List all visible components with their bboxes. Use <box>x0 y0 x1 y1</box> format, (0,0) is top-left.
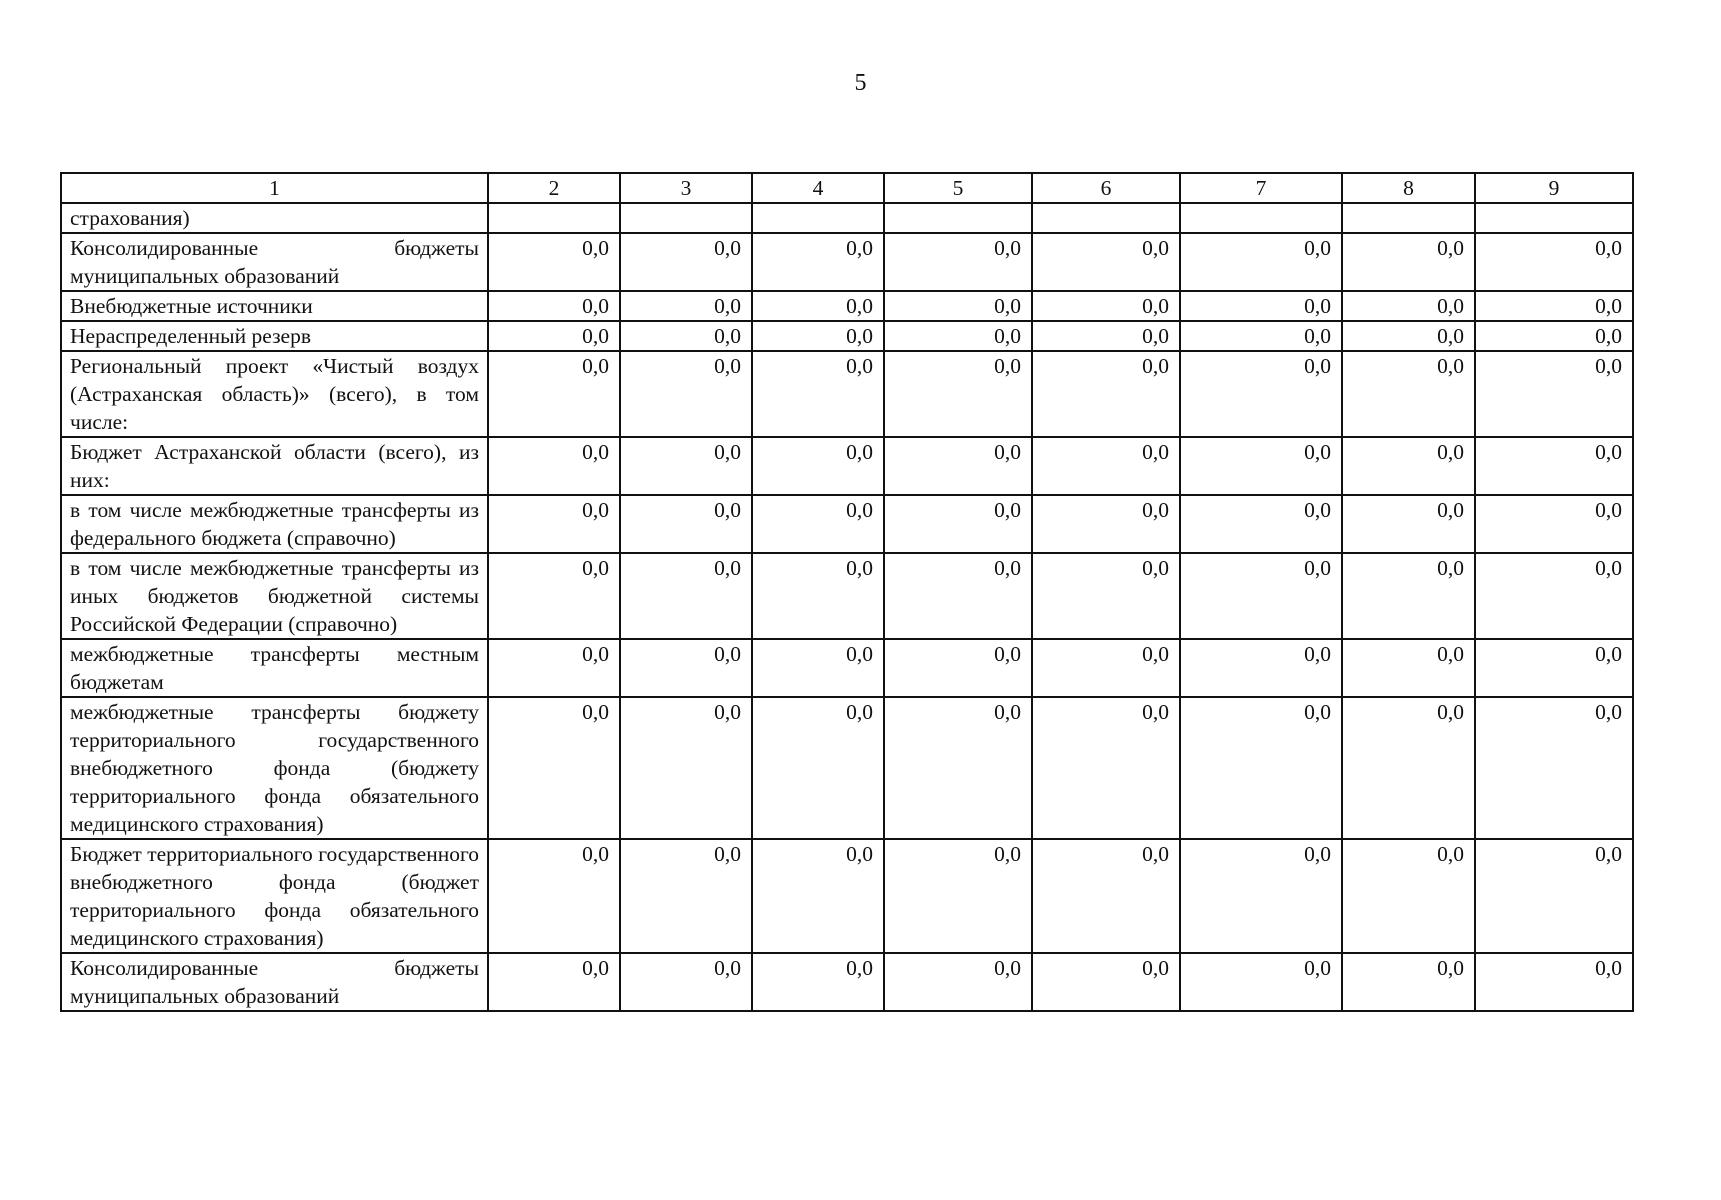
value-cell: 0,0 <box>752 839 884 953</box>
value-cell: 0,0 <box>1032 697 1180 839</box>
value-cell: 0,0 <box>488 495 620 553</box>
value-cell: 0,0 <box>1032 639 1180 697</box>
value-cell: 0,0 <box>620 553 752 639</box>
value-cell: 0,0 <box>752 437 884 495</box>
table-row <box>61 839 1633 953</box>
table-row <box>61 553 1633 639</box>
value-cell: 0,0 <box>1475 839 1633 953</box>
value-cell: 0,0 <box>752 291 884 321</box>
value-cell: 0,0 <box>488 291 620 321</box>
value-cell: 0,0 <box>1180 953 1342 1011</box>
row-label: Нераспределенный резерв <box>61 321 488 351</box>
value-cell: 0,0 <box>1475 233 1633 291</box>
value-cell <box>884 203 1032 233</box>
value-cell: 0,0 <box>752 697 884 839</box>
value-cell: 0,0 <box>1342 553 1475 639</box>
value-cell: 0,0 <box>1180 553 1342 639</box>
value-cell: 0,0 <box>488 321 620 351</box>
value-cell: 0,0 <box>752 953 884 1011</box>
value-cell: 0,0 <box>620 639 752 697</box>
value-cell: 0,0 <box>1032 291 1180 321</box>
value-cell: 0,0 <box>620 351 752 437</box>
value-cell: 0,0 <box>1475 437 1633 495</box>
value-cell: 0,0 <box>1342 351 1475 437</box>
row-label: Бюджет территориального государственного внебюджетного фонда (бюджет территориального фонда обязательного медицинского страхования) <box>61 839 488 953</box>
row-label: страхования) <box>61 203 488 233</box>
value-cell: 0,0 <box>488 351 620 437</box>
value-cell: 0,0 <box>488 553 620 639</box>
value-cell: 0,0 <box>1032 351 1180 437</box>
value-cell: 0,0 <box>1180 639 1342 697</box>
value-cell: 0,0 <box>1032 953 1180 1011</box>
value-cell: 0,0 <box>620 953 752 1011</box>
value-cell: 0,0 <box>884 953 1032 1011</box>
value-cell: 0,0 <box>620 495 752 553</box>
row-label: межбюджетные трансферты бюджету территориального государственного внебюджетного фонда (бюджету территориального фонда обязательного медицинского страхования) <box>61 697 488 839</box>
row-label: Внебюджетные источники <box>61 291 488 321</box>
value-cell: 0,0 <box>752 495 884 553</box>
value-cell <box>620 203 752 233</box>
value-cell <box>1342 203 1475 233</box>
value-cell: 0,0 <box>884 697 1032 839</box>
value-cell: 0,0 <box>488 697 620 839</box>
value-cell: 0,0 <box>1342 953 1475 1011</box>
value-cell: 0,0 <box>884 495 1032 553</box>
table-header-row <box>61 173 1633 203</box>
value-cell: 0,0 <box>620 437 752 495</box>
value-cell: 0,0 <box>884 321 1032 351</box>
value-cell: 0,0 <box>1475 495 1633 553</box>
value-cell: 0,0 <box>752 553 884 639</box>
value-cell: 0,0 <box>752 639 884 697</box>
header-cell: 2 <box>488 173 620 203</box>
value-cell: 0,0 <box>1342 233 1475 291</box>
value-cell: 0,0 <box>1180 839 1342 953</box>
row-label: в том числе межбюджетные трансферты из иных бюджетов бюджетной системы Российской Федерации (справочно) <box>61 553 488 639</box>
value-cell: 0,0 <box>1180 495 1342 553</box>
value-cell: 0,0 <box>1475 351 1633 437</box>
row-label: Консолидированные бюджеты муниципальных образований <box>61 233 488 291</box>
header-cell: 6 <box>1032 173 1180 203</box>
value-cell: 0,0 <box>752 351 884 437</box>
table-row <box>61 437 1633 495</box>
row-label: в том числе межбюджетные трансферты из федерального бюджета (справочно) <box>61 495 488 553</box>
value-cell: 0,0 <box>1032 495 1180 553</box>
value-cell: 0,0 <box>620 839 752 953</box>
value-cell: 0,0 <box>1475 321 1633 351</box>
value-cell: 0,0 <box>752 233 884 291</box>
value-cell: 0,0 <box>1342 291 1475 321</box>
table-row <box>61 639 1633 697</box>
row-label: Региональный проект «Чистый воздух (Астраханская область)» (всего), в том числе: <box>61 351 488 437</box>
header-cell: 4 <box>752 173 884 203</box>
value-cell: 0,0 <box>1342 639 1475 697</box>
value-cell: 0,0 <box>1475 553 1633 639</box>
header-cell: 5 <box>884 173 1032 203</box>
value-cell: 0,0 <box>884 351 1032 437</box>
table-row <box>61 495 1633 553</box>
value-cell <box>1032 203 1180 233</box>
value-cell: 0,0 <box>1180 321 1342 351</box>
value-cell: 0,0 <box>884 291 1032 321</box>
value-cell: 0,0 <box>1180 437 1342 495</box>
value-cell: 0,0 <box>1342 839 1475 953</box>
value-cell: 0,0 <box>620 233 752 291</box>
value-cell: 0,0 <box>884 233 1032 291</box>
value-cell: 0,0 <box>1475 953 1633 1011</box>
value-cell: 0,0 <box>1475 697 1633 839</box>
table-row <box>61 953 1633 1011</box>
page-number: 5 <box>854 70 867 96</box>
table-row <box>61 351 1633 437</box>
value-cell: 0,0 <box>1032 553 1180 639</box>
value-cell: 0,0 <box>488 953 620 1011</box>
header-cell: 8 <box>1342 173 1475 203</box>
table-row <box>61 203 1633 233</box>
value-cell: 0,0 <box>1180 291 1342 321</box>
value-cell: 0,0 <box>1342 321 1475 351</box>
value-cell: 0,0 <box>1342 697 1475 839</box>
value-cell: 0,0 <box>620 697 752 839</box>
row-label: Консолидированные бюджеты муниципальных образований <box>61 953 488 1011</box>
value-cell: 0,0 <box>884 437 1032 495</box>
table-row <box>61 321 1633 351</box>
value-cell <box>1475 203 1633 233</box>
value-cell: 0,0 <box>1180 233 1342 291</box>
table-row <box>61 291 1633 321</box>
value-cell: 0,0 <box>1180 351 1342 437</box>
value-cell: 0,0 <box>884 553 1032 639</box>
value-cell <box>752 203 884 233</box>
row-label: Бюджет Астраханской области (всего), из них: <box>61 437 488 495</box>
value-cell: 0,0 <box>1475 291 1633 321</box>
value-cell: 0,0 <box>1032 437 1180 495</box>
value-cell: 0,0 <box>1032 839 1180 953</box>
value-cell: 0,0 <box>1032 233 1180 291</box>
header-cell: 1 <box>61 173 488 203</box>
budget-table <box>60 172 1634 1012</box>
value-cell: 0,0 <box>488 437 620 495</box>
value-cell: 0,0 <box>752 321 884 351</box>
value-cell: 0,0 <box>488 233 620 291</box>
value-cell: 0,0 <box>1342 437 1475 495</box>
row-label: межбюджетные трансферты местным бюджетам <box>61 639 488 697</box>
value-cell <box>1180 203 1342 233</box>
value-cell: 0,0 <box>884 839 1032 953</box>
table-body <box>61 173 1633 1011</box>
value-cell: 0,0 <box>620 291 752 321</box>
table-row <box>61 233 1633 291</box>
value-cell: 0,0 <box>1180 697 1342 839</box>
header-cell: 3 <box>620 173 752 203</box>
value-cell: 0,0 <box>488 639 620 697</box>
value-cell: 0,0 <box>488 839 620 953</box>
header-cell: 7 <box>1180 173 1342 203</box>
value-cell <box>488 203 620 233</box>
value-cell: 0,0 <box>620 321 752 351</box>
header-cell: 9 <box>1475 173 1633 203</box>
value-cell: 0,0 <box>1342 495 1475 553</box>
table-row <box>61 697 1633 839</box>
value-cell: 0,0 <box>1475 639 1633 697</box>
value-cell: 0,0 <box>884 639 1032 697</box>
value-cell: 0,0 <box>1032 321 1180 351</box>
